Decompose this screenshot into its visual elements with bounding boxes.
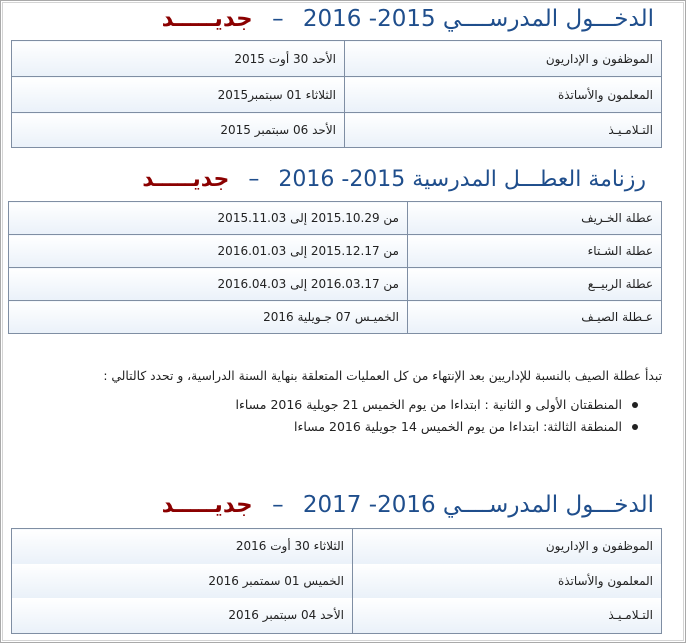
section2-heading — [142, 165, 646, 195]
section1-dash: – — [272, 6, 284, 32]
summer-note-intro: تبدأ عطلة الصيف بالنسبة للإداريين بعد الإنتهاء من كل العمليات المتعلقة بنهاية السنة الدراسية، و تحدد كالتالي : — [103, 369, 662, 383]
row-value: من 2015.12.17 إلى 2016.01.03 — [9, 235, 408, 268]
bullet-dot-icon — [632, 424, 638, 430]
row-label: المعلمون والأساتذة — [353, 564, 662, 598]
row-label: الموظفون و الإداريون — [345, 41, 662, 77]
table-row — [9, 301, 662, 334]
row-value: من 2015.10.29 إلى 2015.11.03 — [9, 202, 408, 235]
section2-title: رزنامة العطـــل المدرسية 2015- 2016 — [278, 167, 646, 192]
list-item — [235, 394, 642, 416]
table-row — [12, 41, 662, 77]
section1-table — [11, 40, 662, 148]
row-value: الأحد 04 سبتمبر 2016 — [12, 598, 353, 634]
row-value: الأحد 06 سبتمبر 2015 — [12, 113, 345, 148]
section3-new-badge: جديـــــد — [161, 492, 253, 518]
table-row — [9, 235, 662, 268]
section2-dash: – — [248, 167, 260, 192]
row-label: عطلة الشـتاء — [408, 235, 662, 268]
row-label: عطلة الخـريف — [408, 202, 662, 235]
table-row — [12, 77, 662, 113]
list-item-text: المنطقتان الأولى و الثانية : ابتداءا من يوم الخميس 21 جويلية 2016 مساءا — [235, 397, 622, 412]
row-label: التـلامـيـذ — [345, 113, 662, 148]
section1-title: الدخـــول المدرســــي 2015- 2016 — [302, 6, 654, 32]
table-row — [12, 113, 662, 148]
section1-new-badge: جديـــــد — [161, 6, 253, 32]
row-value: الأحد 30 أوت 2015 — [12, 41, 345, 77]
row-value: الثلاثاء 01 سبتمبر2015 — [12, 77, 345, 113]
section3-title: الدخـــول المدرســــي 2016- 2017 — [302, 492, 654, 518]
row-label: الموظفون و الإداريون — [353, 529, 662, 564]
row-value: الثلاثاء 30 أوت 2016 — [12, 529, 353, 564]
row-value: من 2016.03.17 إلى 2016.04.03 — [9, 268, 408, 301]
section3-table — [11, 528, 662, 634]
row-label: عـطلة الصيـف — [408, 301, 662, 334]
bullet-dot-icon — [632, 402, 638, 408]
section1-heading — [162, 4, 654, 34]
summer-note-list — [235, 394, 642, 438]
list-item — [235, 416, 642, 438]
row-label: المعلمون والأساتذة — [345, 77, 662, 113]
table-row — [9, 268, 662, 301]
section2-table — [8, 201, 662, 334]
row-value: الخميـس 07 جـويلية 2016 — [9, 301, 408, 334]
table-row — [12, 564, 662, 598]
row-label: التـلامـيـذ — [353, 598, 662, 634]
table-row — [12, 598, 662, 634]
row-value: الخميس 01 سمتمبر 2016 — [12, 564, 353, 598]
list-item-text: المنطقة الثالثة: ابتداءا من يوم الخميس 14 جويلية 2016 مساءا — [294, 419, 622, 434]
table-row — [12, 529, 662, 564]
section3-dash: – — [272, 492, 284, 518]
section2-new-badge: جديـــــد — [142, 167, 230, 192]
table-row — [9, 202, 662, 235]
section3-heading — [162, 490, 654, 520]
row-label: عطلة الربيــع — [408, 268, 662, 301]
